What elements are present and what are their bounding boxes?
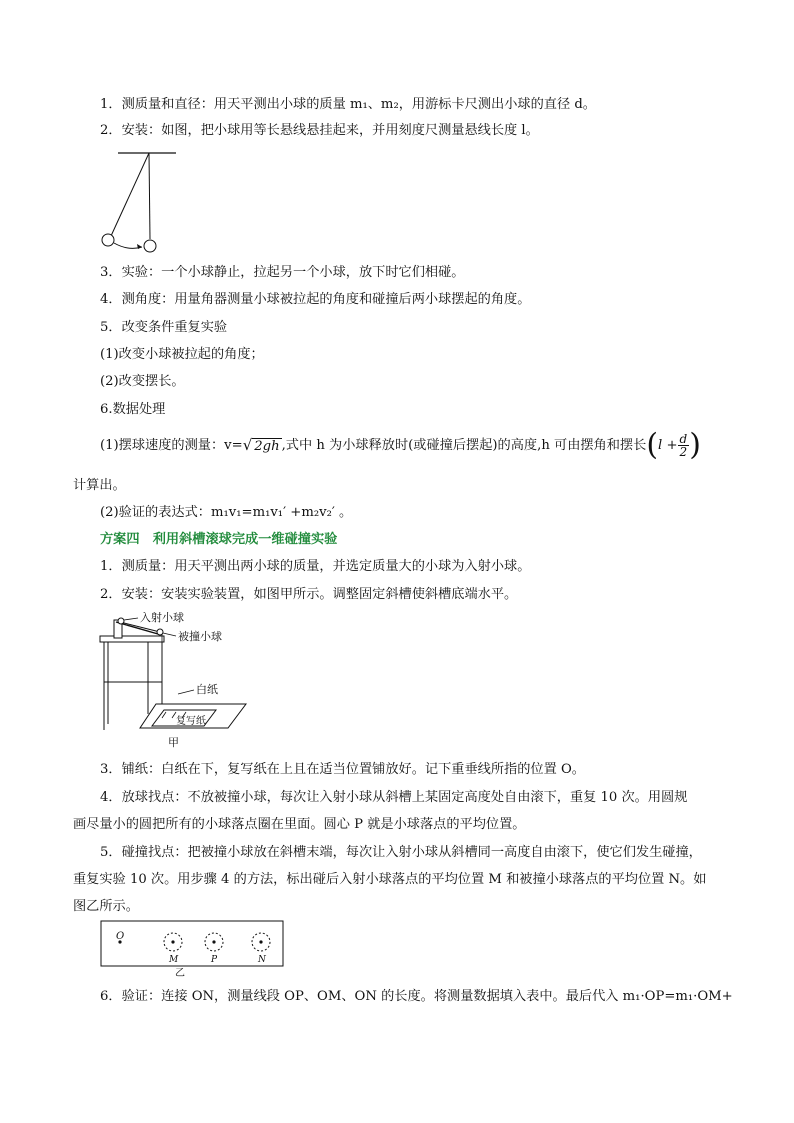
ball-right (144, 240, 156, 252)
speed-formula-line (100, 427, 701, 463)
scheme4-step-4: 4．放球找点：不放被撞小球，每次让入射小球从斜槽上某固定高度处自由滚下，重复 10 次。用圆规 (100, 790, 688, 805)
scheme4-step-1: 1．测质量：用天平测出两小球的质量，并选定质量大的小球为入射小球。 (100, 559, 531, 574)
speed-formula-explanation: ,式中 h 为小球释放时(或碰撞后摆起)的高度,h 可由摆角和摆长 (281, 438, 647, 453)
step-5-repeat: 5．改变条件重复实验 (100, 320, 228, 335)
speed-formula-prefix: (1)摆球速度的测量：v= (100, 438, 243, 453)
step-1-measure: 1．测质量和直径：用天平测出小球的质量 m₁、m₂，用游标卡尺测出小球的直径 d。 (100, 97, 596, 112)
landing-points-diagram (100, 920, 286, 978)
string-left (111, 153, 149, 236)
incline-apparatus-diagram (96, 612, 286, 752)
label-O: O (116, 931, 125, 942)
string-right (149, 153, 150, 239)
scheme-four-heading: 方案四 利用斜槽滚球完成一维碰撞实验 (100, 532, 338, 547)
scheme4-step-4-cont: 画尽量小的圆把所有的小球落点圈在里面。圆心 P 就是小球落点的平均位置。 (73, 817, 526, 832)
scheme4-step-5-cont: 重复实验 10 次。用步骤 4 的方法，标出碰后入射小球落点的平均位置 M 和被撞小球落点的平均位置 N。如 (73, 872, 707, 887)
scheme4-step-5: 5．碰撞找点：把被撞小球放在斜槽末端，每次让入射小球从斜槽同一高度自由滚下，使它们发生碰撞， (100, 845, 702, 860)
table-top (100, 636, 164, 642)
paren-open: ( (646, 427, 659, 463)
label-P: P (211, 955, 218, 965)
fraction-denominator: 2 (679, 445, 688, 459)
label-target-ball: 被撞小球 (178, 630, 222, 643)
caption-yi: 乙 (175, 968, 185, 978)
label-white-paper: 白纸 (196, 683, 218, 696)
ball-left (102, 234, 114, 246)
label-carbon-paper: 复写纸 (176, 716, 206, 727)
leader-incident (124, 618, 138, 620)
paper-strip (101, 921, 283, 966)
label-M: M (169, 955, 179, 965)
scheme4-step-2: 2．安装：安装实验装置，如图甲所示。调整固定斜槽使斜槽底端水平。 (100, 587, 518, 602)
label-incident-ball: 入射小球 (140, 612, 184, 624)
scheme4-step-3: 3．铺纸：白纸在下，复写纸在上且在适当位置铺放好。记下重垂线所指的位置 O。 (100, 762, 585, 777)
paren-close: ) (689, 427, 701, 463)
caption-jia: 甲 (168, 736, 179, 749)
leader-target (163, 633, 176, 636)
step-2-install: 2．安装：如图，把小球用等长悬线悬挂起来，并用刻度尺测量悬线长度 l。 (100, 123, 539, 138)
incident-ball (118, 618, 124, 624)
pendulum-diagram (100, 148, 180, 254)
step-4-angle: 4．测角度：用量角器测量小球被拉起的角度和碰撞后两小球摆起的角度。 (100, 292, 531, 307)
leader-white (178, 690, 194, 694)
label-N: N (258, 955, 266, 965)
step-6-data: 6.数据处理 (100, 402, 166, 417)
verify-expression: (2)验证的表达式：m₁v₁=m₁v₁′ +m₂v₂′ 。 (100, 505, 353, 520)
calc-note: 计算出。 (73, 478, 126, 493)
sqrt-radicand: 2gh (254, 438, 280, 454)
sqrt-expression: √ 2gh (242, 435, 280, 454)
half-diameter-fraction (678, 433, 690, 458)
step-3-experiment: 3．实验：一个小球静止，拉起另一个小球，放下时它们相碰。 (100, 265, 465, 280)
step-5-item-2: (2)改变摆长。 (100, 374, 185, 389)
scheme4-step-5-cont-2: 图乙所示。 (73, 899, 139, 914)
scheme4-step-6: 6．验证：连接 ON，测量线段 OP、OM、ON 的长度。将测量数据填入表中。最后代入 m₁·OP=m₁·OM+ (100, 989, 733, 1004)
step-5-item-1: (1)改变小球被拉起的角度； (100, 347, 264, 362)
fraction-numerator: d (679, 432, 688, 446)
length-term: l + (658, 438, 678, 453)
